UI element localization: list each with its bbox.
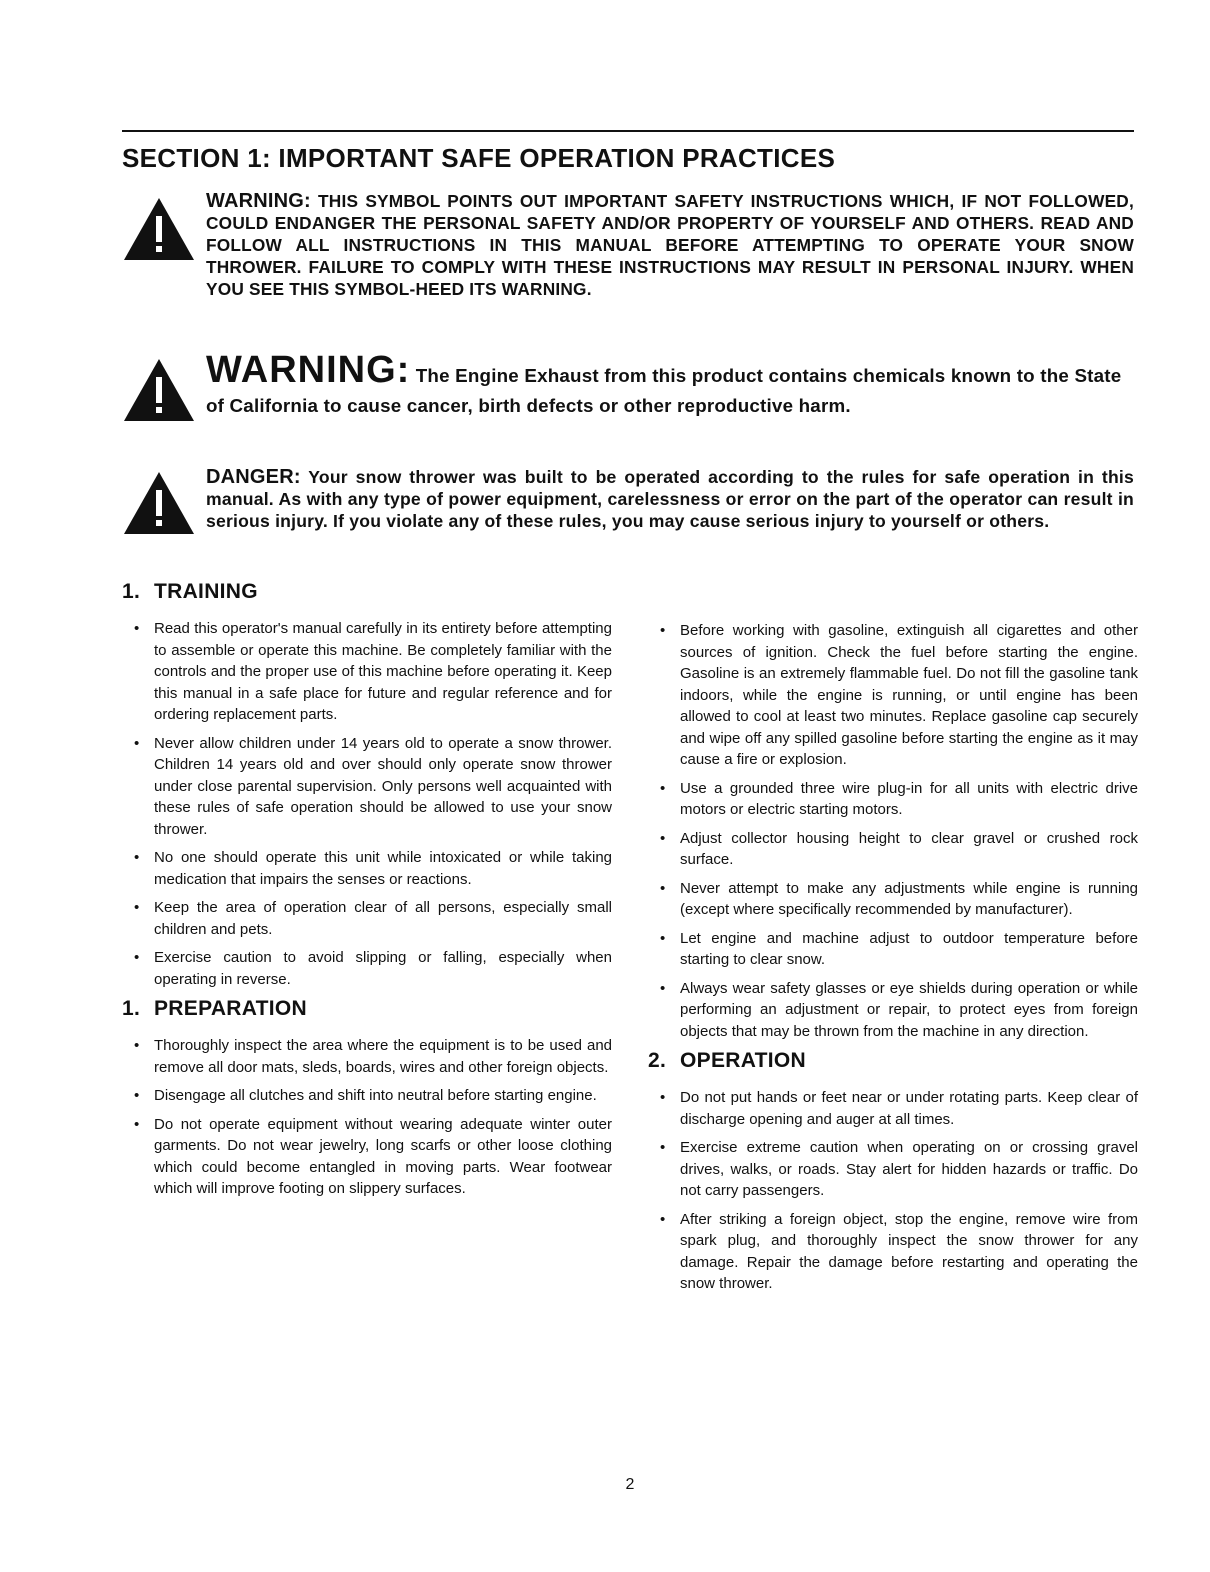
california-warning-block xyxy=(122,349,1134,421)
preparation-heading xyxy=(122,997,612,1021)
list-item: • Disengage all clutches and shift into neutral before starting engine. xyxy=(122,1085,612,1107)
list-item: • Use a grounded three wire plug-in for all units with electric drive motors or electric starting motors. xyxy=(648,778,1138,821)
list-item: • Adjust collector housing height to clear gravel or crushed rock surface. xyxy=(648,828,1138,871)
warning-label: WARNING: xyxy=(206,190,311,212)
danger-body: Your snow thrower was built to be operated according to the rules for safe operation in this manual. As with any type of power equipment, carelessness or error on the part of the operator can result in serious injury. If you violate any of these rules, you may cause serious injury to yourself or others. xyxy=(206,467,1134,531)
california-warning-body: The Engine Exhaust from this product contains chemicals known to the State of California to cause cancer, birth defects or other reproductive harm. xyxy=(206,365,1122,416)
danger-label: DANGER: xyxy=(206,466,301,488)
danger-block xyxy=(122,466,1134,532)
list-item: • Do not put hands or feet near or under rotating parts. Keep clear of discharge opening and auger at all times. xyxy=(648,1087,1138,1130)
preparation-number: 1. xyxy=(122,997,141,1020)
safety-warning-block xyxy=(122,190,1134,300)
operation-number: 2. xyxy=(648,1049,667,1072)
preparation-list xyxy=(122,1035,612,1200)
training-title: TRAINING xyxy=(154,580,258,603)
operation-title: OPERATION xyxy=(680,1049,806,1072)
operation-heading xyxy=(648,1049,1138,1073)
page-number: 2 xyxy=(625,1476,635,1493)
danger-text xyxy=(206,466,1134,532)
header-rule xyxy=(122,130,1134,132)
warning-label-large: WARNING: xyxy=(206,349,411,391)
california-warning-text xyxy=(206,349,1134,421)
list-item: • After striking a foreign object, stop the engine, remove wire from spark plug, and thoroughly inspect the snow thrower for any damage. Repair the damage before restarting and operating the snow thrower. xyxy=(648,1209,1138,1295)
list-item: • Never attempt to make any adjustments while engine is running (except where specifically recommended by manufacturer). xyxy=(648,878,1138,921)
list-item: • Keep the area of operation clear of all persons, especially small children and pets. xyxy=(122,897,612,940)
preparation-continued-list xyxy=(648,620,1138,1042)
list-item: • Thoroughly inspect the area where the equipment is to be used and remove all door mats, sleds, boards, wires and other foreign objects. xyxy=(122,1035,612,1078)
training-list xyxy=(122,618,612,990)
operation-list xyxy=(648,1087,1138,1295)
left-column xyxy=(122,580,612,1207)
warning-body: THIS SYMBOL POINTS OUT IMPORTANT SAFETY INSTRUCTIONS WHICH, IF NOT FOLLOWED, COULD ENDANGER THE PERSONAL SAFETY AND/OR PROPERTY OF YOURSELF AND OTHERS. READ AND FOLLOW ALL INSTRUCTIONS IN THIS MANUAL BEFORE ATTEMPTING TO OPERATE YOUR SNOW THROWER. FAILURE TO COMPLY WITH THESE INSTRUCTIONS MAY RESULT IN PERSONAL INJURY. WHEN YOU SEE THIS SYMBOL-HEED ITS WARNING. xyxy=(206,191,1134,299)
list-item: • Read this operator's manual carefully in its entirety before attempting to assemble or operate this machine. Be completely familiar with the controls and the proper use of this machine before operating it. Keep this manual in a safe place for future and regular reference and for ordering replacement parts. xyxy=(122,618,612,726)
safety-warning-text xyxy=(206,190,1134,300)
right-column xyxy=(648,620,1138,1302)
list-item: • Before working with gasoline, extinguish all cigarettes and other sources of ignition. Check the fuel before starting the engine. Gasoline is an extremely flammable fuel. Do not fill the gasoline tank indoors, while the engine is running, or until engine has been allowed to cool at least two minutes. Replace gasoline cap securely and wipe off any spilled gasoline before starting the engine as it may cause a fire or explosion. xyxy=(648,620,1138,771)
training-heading xyxy=(122,580,612,604)
list-item: • Never allow children under 14 years old to operate a snow thrower. Children 14 years old and over should only operate snow thrower under close parental supervision. Only persons well acquainted with these rules of safe operation should be allowed to use your snow thrower. xyxy=(122,733,612,841)
danger-triangle-icon xyxy=(122,470,196,536)
list-item: • Do not operate equipment without wearing adequate winter outer garments. Do not wear jewelry, long scarfs or other loose clothing which could become entangled in moving parts. Wear footwear which will improve footing on slippery surfaces. xyxy=(122,1114,612,1200)
warning-triangle-icon xyxy=(122,196,196,262)
list-item: • Exercise extreme caution when operating on or crossing gravel drives, walks, or roads. Stay alert for hidden hazards or traffic. Do not carry passengers. xyxy=(648,1137,1138,1202)
section-title: SECTION 1: IMPORTANT SAFE OPERATION PRACTICES xyxy=(122,143,836,173)
list-item: • Always wear safety glasses or eye shields during operation or while performing an adjustment or repair, to protect eyes from foreign objects that may be thrown from the machine in any direction. xyxy=(648,978,1138,1043)
training-number: 1. xyxy=(122,580,141,603)
list-item: • No one should operate this unit while intoxicated or while taking medication that impairs the senses or reactions. xyxy=(122,847,612,890)
list-item: • Let engine and machine adjust to outdoor temperature before starting to clear snow. xyxy=(648,928,1138,971)
preparation-title: PREPARATION xyxy=(154,997,308,1020)
list-item: • Exercise caution to avoid slipping or falling, especially when operating in reverse. xyxy=(122,947,612,990)
warning-triangle-icon xyxy=(122,357,196,423)
